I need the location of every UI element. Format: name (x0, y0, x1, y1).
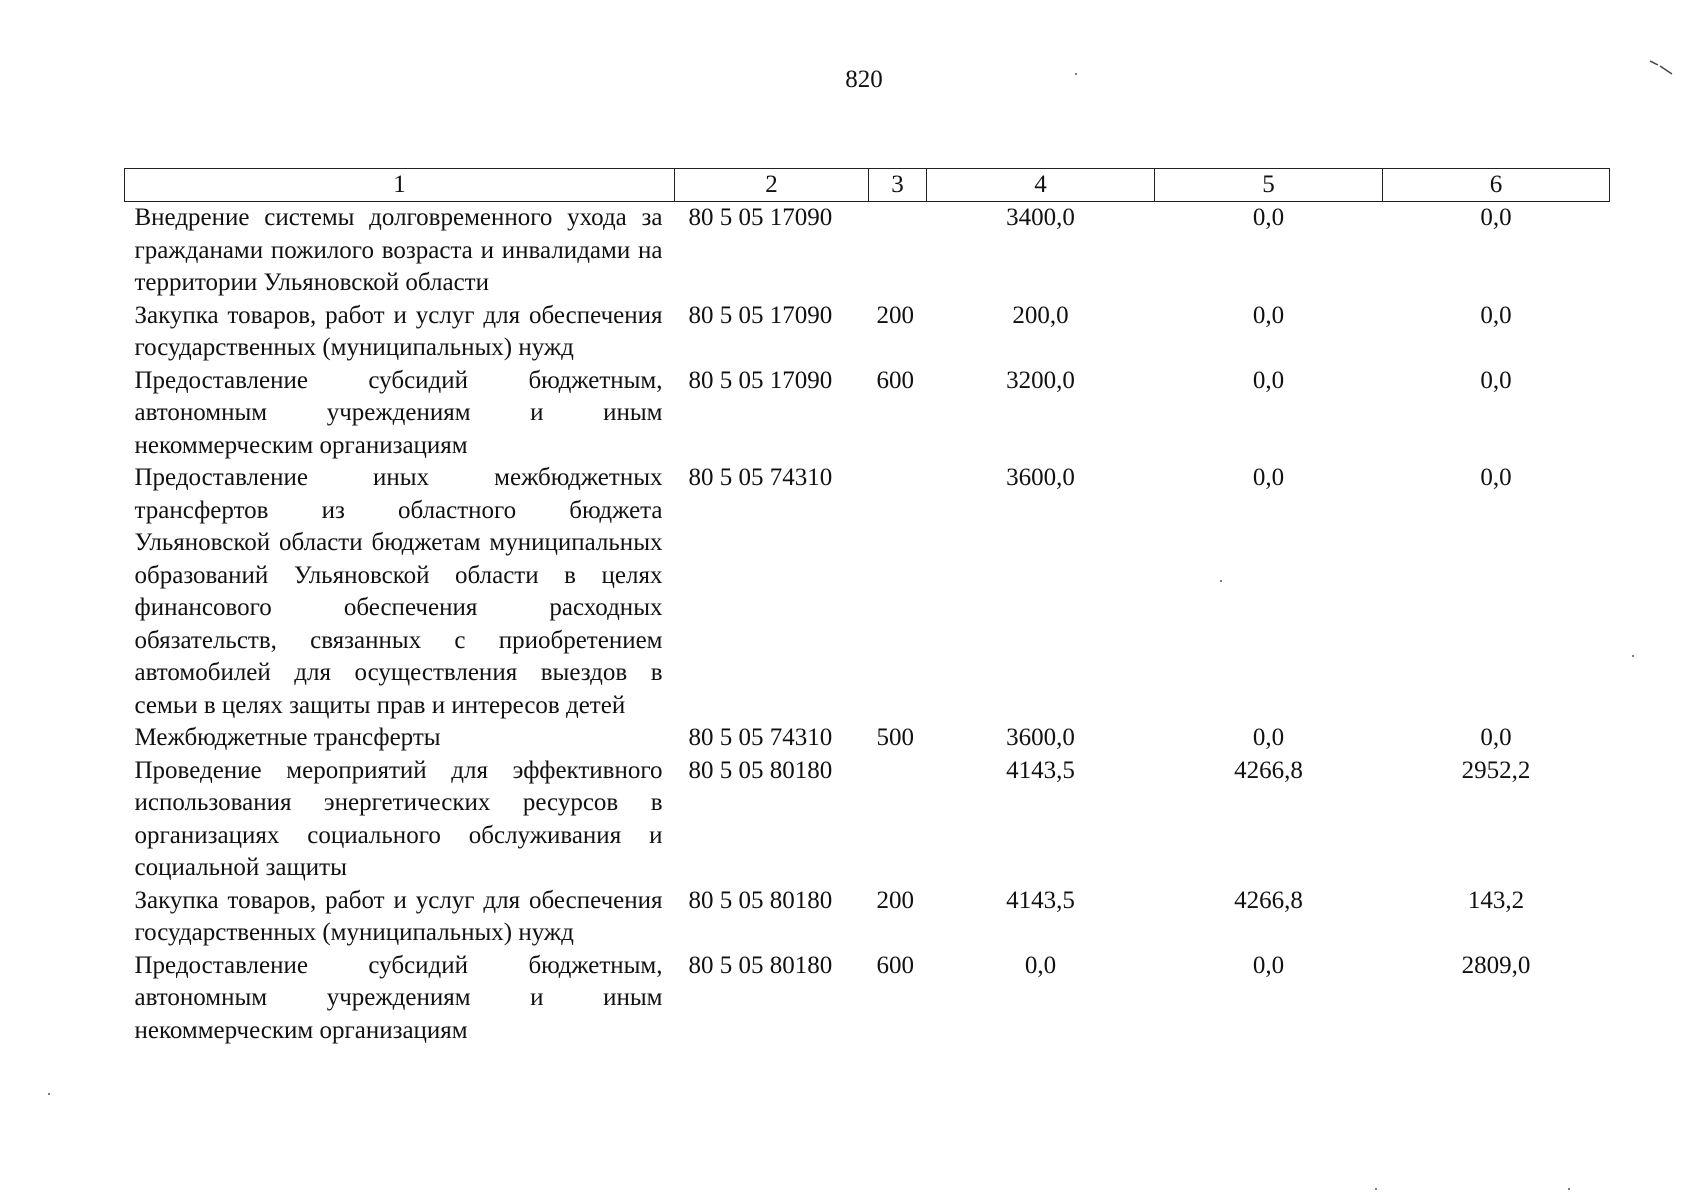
row-code: 80 5 05 80180 (688, 886, 833, 914)
row-value-col-5: 0,0 (1252, 301, 1285, 329)
row-value-col-5: 4266,8 (1234, 886, 1303, 914)
row-expense-type: 600 (876, 951, 914, 979)
scan-mark (1648, 58, 1676, 78)
row-value-col-6: 0,0 (1480, 301, 1512, 329)
table-row (125, 300, 1610, 365)
row-value-col-5: 0,0 (1252, 366, 1285, 394)
scan-speck (1568, 1188, 1570, 1190)
row-name: Внедрение системы долговременного ухода за гражданами пожилого возраста и инвалидами на территории Ульяновской области (134, 204, 663, 296)
row-value-col-5: 0,0 (1252, 951, 1285, 979)
header-row (125, 169, 1610, 202)
row-value-col-6: 0,0 (1480, 724, 1512, 751)
row-value-col-5: 0,0 (1252, 204, 1285, 231)
row-value-col-6: 0,0 (1480, 464, 1512, 491)
row-expense-type: 600 (876, 366, 914, 394)
scan-speck (48, 1093, 50, 1095)
scan-speck (1632, 655, 1634, 657)
row-code: 80 5 05 17090 (688, 204, 833, 231)
row-name: Предоставление иных межбюджетных трансфертов из областного бюджета Ульяновской области бюджетам муниципальных образований Ульяновской области в целях финансового обеспечения расходных обязательств, связанных с приобретением автомобилей для осуществления выездов в семьи в целях защиты прав и интересов детей (134, 464, 663, 719)
row-value-col-6: 0,0 (1480, 366, 1512, 394)
table-row (125, 950, 1610, 1048)
scan-speck (1220, 580, 1222, 582)
row-code: 80 5 05 17090 (688, 301, 833, 329)
table-row (125, 365, 1610, 463)
scan-speck (1075, 73, 1077, 75)
row-value-col-6: 2952,2 (1461, 756, 1531, 784)
row-value-col-4: 3400,0 (1006, 204, 1075, 231)
row-value-col-6: 0,0 (1480, 204, 1512, 231)
row-expense-type: 200 (876, 301, 914, 329)
header-col-4: 4 (927, 169, 1155, 202)
header-col-1: 1 (125, 169, 675, 202)
row-value-col-4: 3600,0 (1006, 464, 1075, 491)
row-value-col-4: 4143,5 (1006, 756, 1075, 784)
row-expense-type (869, 462, 927, 722)
budget-table-container (124, 168, 1609, 1047)
row-code: 80 5 05 17090 (688, 366, 833, 394)
row-code: 80 5 05 74310 (688, 724, 833, 751)
row-value-col-6: 2809,0 (1461, 951, 1531, 979)
row-name: Предоставление субсидий бюджетным, автономным учреждениям и иным некоммерческим организациям (134, 951, 663, 1044)
table-row (125, 202, 1610, 300)
row-name: Предоставление субсидий бюджетным, автономным учреждениям и иным некоммерческим организациям (134, 366, 663, 459)
row-value-col-5: 0,0 (1252, 724, 1285, 751)
table-body (125, 202, 1610, 1048)
row-expense-type (869, 202, 927, 300)
row-name: Межбюджетные трансферты (134, 724, 441, 751)
row-value-col-4: 0,0 (1024, 951, 1057, 979)
table-row (125, 755, 1610, 885)
row-value-col-6: 143,2 (1467, 886, 1525, 914)
header-col-6: 6 (1383, 169, 1610, 202)
header-col-3: 3 (869, 169, 927, 202)
row-name: Проведение мероприятий для эффективного использования энергетических ресурсов в организациях социального обслуживания и социальной защиты (134, 756, 663, 881)
row-value-col-4: 4143,5 (1006, 886, 1075, 914)
row-code: 80 5 05 80180 (688, 756, 833, 784)
budget-table (124, 168, 1610, 1047)
scan-speck (1375, 1188, 1377, 1190)
header-col-2: 2 (675, 169, 869, 202)
page-number: 820 (845, 66, 883, 93)
row-value-col-4: 3600,0 (1006, 724, 1075, 751)
row-value-col-5: 0,0 (1252, 464, 1285, 491)
row-value-col-4: 200,0 (1012, 301, 1069, 329)
row-expense-type: 500 (876, 724, 914, 751)
row-expense-type (869, 755, 927, 885)
row-value-col-5: 4266,8 (1234, 756, 1303, 784)
table-row (125, 722, 1610, 755)
row-name: Закупка товаров, работ и услуг для обеспечения государственных (муниципальных) нужд (134, 886, 663, 946)
row-code: 80 5 05 80180 (688, 951, 833, 979)
row-name: Закупка товаров, работ и услуг для обеспечения государственных (муниципальных) нужд (134, 301, 663, 361)
header-col-5: 5 (1155, 169, 1383, 202)
table-header (125, 169, 1610, 202)
table-row (125, 885, 1610, 950)
table-row (125, 462, 1610, 722)
row-expense-type: 200 (876, 886, 914, 914)
row-code: 80 5 05 74310 (688, 464, 833, 491)
row-value-col-4: 3200,0 (1006, 366, 1075, 394)
